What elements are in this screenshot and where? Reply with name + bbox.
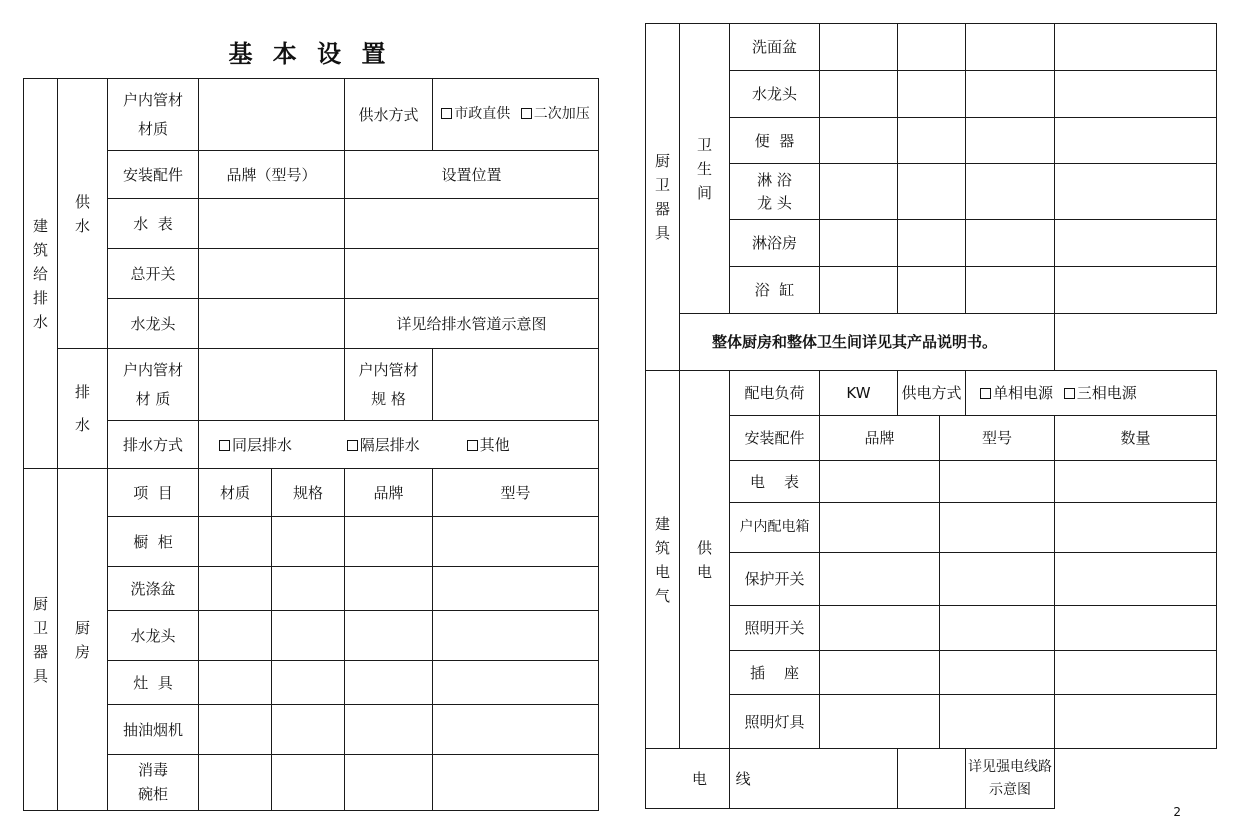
main-switch-position[interactable]	[345, 249, 599, 299]
bath-item-label: 浴 缸	[730, 267, 820, 314]
bath-item-label: 水龙头	[730, 71, 820, 118]
cell[interactable]	[345, 517, 433, 567]
cell[interactable]	[1055, 651, 1217, 695]
water-meter-brand[interactable]	[199, 199, 345, 249]
cell[interactable]	[940, 553, 1055, 606]
material-header: 材质	[199, 469, 272, 517]
cell[interactable]	[433, 661, 599, 705]
power-label: 供 电	[680, 371, 730, 749]
cell[interactable]	[345, 661, 433, 705]
cell[interactable]	[272, 705, 345, 755]
kitchen-item-label: 消毒 碗柜	[108, 755, 199, 811]
group-label-kitchen-bath-r: 厨 卫 器 具	[646, 24, 680, 371]
cell[interactable]	[433, 705, 599, 755]
cell[interactable]	[820, 24, 898, 71]
bath-item-label: 淋 浴 龙 头	[730, 164, 820, 220]
cell[interactable]	[1055, 553, 1217, 606]
page-number: 2	[1173, 805, 1181, 819]
power-method-label: 供电方式	[898, 371, 966, 416]
elec-fittings-label: 安装配件	[730, 416, 820, 461]
wire-diagram-note: 详见强电线路示意图	[966, 749, 1055, 809]
cell[interactable]	[940, 461, 1055, 503]
drain-label: 排 水	[58, 349, 108, 469]
cell[interactable]	[966, 71, 1055, 118]
power-method-options	[966, 371, 1217, 416]
model-header: 型号	[433, 469, 599, 517]
kitchen-item-label: 水龙头	[108, 611, 199, 661]
cell[interactable]	[199, 705, 272, 755]
elec-item-label: 插 座	[730, 651, 820, 695]
cell[interactable]	[898, 220, 966, 267]
elec-item-label: 户内配电箱	[730, 503, 820, 553]
elec-item-label: 照明开关	[730, 606, 820, 651]
cell[interactable]	[345, 755, 433, 811]
checkbox-same-floor[interactable]: 同层排水	[219, 436, 292, 454]
cell[interactable]	[345, 611, 433, 661]
water-meter-position[interactable]	[345, 199, 599, 249]
cell[interactable]	[433, 567, 599, 611]
cell[interactable]	[820, 503, 940, 553]
cell[interactable]	[1055, 24, 1217, 71]
brand-header: 品牌	[345, 469, 433, 517]
position-header: 设置位置	[345, 151, 599, 199]
cell[interactable]	[820, 118, 898, 164]
kitchen-item-label: 灶 具	[108, 661, 199, 705]
checkbox-secondary[interactable]: 二次加压	[521, 106, 590, 122]
cell[interactable]	[272, 755, 345, 811]
drain-pipe-spec-value[interactable]	[433, 349, 599, 421]
page-title: 基 本 设 置	[228, 40, 392, 68]
drain-method-label: 排水方式	[108, 421, 199, 469]
cell[interactable]	[272, 517, 345, 567]
main-switch-brand[interactable]	[199, 249, 345, 299]
bath-note: 整体厨房和整体卫生间详见其产品说明书。	[680, 314, 1055, 371]
cell[interactable]	[966, 267, 1055, 314]
elec-item-label: 照明灯具	[730, 695, 820, 749]
elec-qty-header: 数量	[1055, 416, 1217, 461]
cell[interactable]	[1055, 220, 1217, 267]
elec-item-label: 电 表	[730, 461, 820, 503]
kitchen-item-label: 橱 柜	[108, 517, 199, 567]
faucet-label: 水龙头	[108, 299, 199, 349]
cell[interactable]	[1055, 164, 1217, 220]
main-switch-label: 总开关	[108, 249, 199, 299]
checkbox-other[interactable]: 其他	[467, 436, 510, 454]
cell[interactable]	[966, 118, 1055, 164]
cell[interactable]	[1055, 118, 1217, 164]
cell[interactable]	[272, 661, 345, 705]
cell[interactable]	[199, 611, 272, 661]
right-settings-table	[645, 23, 1217, 809]
checkbox-diff-floor[interactable]: 隔层排水	[347, 436, 420, 454]
pipe-diagram-note: 详见给排水管道示意图	[345, 299, 599, 349]
cell[interactable]	[966, 220, 1055, 267]
cell[interactable]	[820, 461, 940, 503]
cell[interactable]	[940, 695, 1055, 749]
cell[interactable]	[199, 517, 272, 567]
kw-unit: KW	[820, 371, 898, 416]
cell[interactable]	[820, 695, 940, 749]
cell[interactable]	[433, 611, 599, 661]
cell[interactable]	[345, 567, 433, 611]
cell[interactable]	[272, 567, 345, 611]
checkbox-municipal[interactable]: 市政直供	[441, 106, 510, 122]
water-meter-label: 水 表	[108, 199, 199, 249]
cell[interactable]	[898, 749, 966, 809]
drain-method-options	[199, 421, 599, 469]
checkbox-three-phase[interactable]: 三相电源	[1064, 384, 1137, 402]
cell[interactable]	[898, 267, 966, 314]
cell[interactable]	[820, 606, 940, 651]
cell[interactable]	[1055, 695, 1217, 749]
cell[interactable]	[1055, 606, 1217, 651]
pipe-material-value[interactable]	[199, 79, 345, 151]
bath-item-label: 便 器	[730, 118, 820, 164]
cell[interactable]	[898, 24, 966, 71]
cell[interactable]	[820, 267, 898, 314]
cell[interactable]	[199, 661, 272, 705]
cell[interactable]	[898, 164, 966, 220]
cell[interactable]	[345, 705, 433, 755]
drain-pipe-spec-label: 户内管材 规 格	[345, 349, 433, 421]
supply-method-options	[433, 79, 599, 151]
brand-model-header: 品牌（型号）	[199, 151, 345, 199]
cell[interactable]	[940, 651, 1055, 695]
elec-item-label: 保护开关	[730, 553, 820, 606]
cell[interactable]	[433, 517, 599, 567]
cell[interactable]	[820, 71, 898, 118]
cell[interactable]	[820, 651, 940, 695]
elec-model-header: 型号	[940, 416, 1055, 461]
group-label-electrical: 建 筑 电 气	[646, 371, 680, 749]
load-label: 配电负荷	[730, 371, 820, 416]
group-label-kitchen-bath: 厨 卫 器 具	[24, 469, 58, 811]
supply-method-label: 供水方式	[345, 79, 433, 151]
supply-label: 供 水	[58, 79, 108, 349]
bath-item-label: 洗面盆	[730, 24, 820, 71]
cell[interactable]	[199, 755, 272, 811]
kitchen-label: 厨 房	[58, 469, 108, 811]
pipe-material-label: 户内管材 材质	[108, 79, 199, 151]
kitchen-item-label: 洗涤盆	[108, 567, 199, 611]
cell[interactable]	[1055, 461, 1217, 503]
elec-item-label: 电 线	[646, 749, 730, 809]
cell[interactable]	[940, 606, 1055, 651]
cell[interactable]	[966, 164, 1055, 220]
elec-brand-header: 品牌	[820, 416, 940, 461]
cell[interactable]	[898, 118, 966, 164]
cell[interactable]	[1055, 71, 1217, 118]
checkbox-single-phase[interactable]: 单相电源	[980, 384, 1053, 402]
item-header: 项 目	[108, 469, 199, 517]
fittings-label: 安装配件	[108, 151, 199, 199]
cell[interactable]	[433, 755, 599, 811]
cell[interactable]	[730, 749, 898, 809]
cell[interactable]	[1055, 267, 1217, 314]
spec-header: 规格	[272, 469, 345, 517]
drain-pipe-material-value[interactable]	[199, 349, 345, 421]
left-settings-table	[23, 78, 599, 811]
cell[interactable]	[820, 553, 940, 606]
cell[interactable]	[820, 164, 898, 220]
group-label-plumbing: 建 筑 给 排 水	[24, 79, 58, 469]
cell[interactable]	[820, 220, 898, 267]
kitchen-item-label: 抽油烟机	[108, 705, 199, 755]
cell[interactable]	[272, 611, 345, 661]
faucet-brand[interactable]	[199, 299, 345, 349]
cell[interactable]	[199, 567, 272, 611]
bathroom-label: 卫 生 间	[680, 24, 730, 314]
cell[interactable]	[1055, 503, 1217, 553]
cell[interactable]	[940, 503, 1055, 553]
cell[interactable]	[898, 71, 966, 118]
bath-item-label: 淋浴房	[730, 220, 820, 267]
drain-pipe-material-label: 户内管材 材 质	[108, 349, 199, 421]
cell[interactable]	[966, 24, 1055, 71]
